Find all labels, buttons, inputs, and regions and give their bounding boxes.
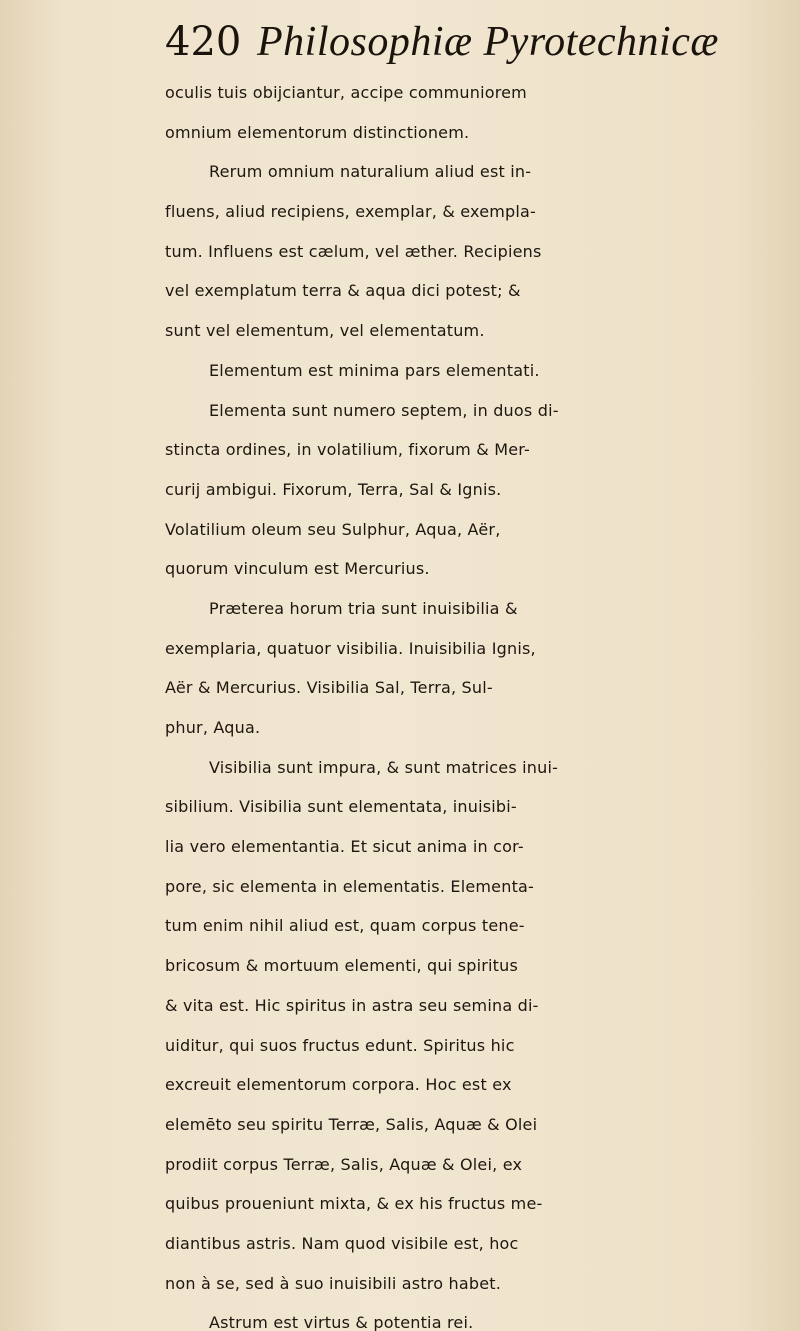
text-line: stincta ordines, in volatilium, fixorum & Mer- [165,440,530,460]
text-line: Visibilia sunt impura, & sunt matrices inui- [209,757,559,777]
text-line: exemplaria, quatuor visibilia. Inuisibilia Ignis, [165,638,536,658]
body-text [165,73,795,1331]
text-line: prodiit corpus Terræ, Salis, Aquæ & Olei, ex [165,1154,523,1174]
text-line: Aër & Mercurius. Visibilia Sal, Terra, Sul- [165,678,493,698]
text-line: Astrum est virtus & potentia rei. [209,1313,474,1331]
text-line: omnium elementorum distinctionem. [165,122,470,142]
text-line: non à se, sed à suo inuisibili astro habet. [165,1273,502,1293]
page-number: 420 [165,19,242,65]
text-line: pore, sic elementa in elementatis. Elementa- [165,876,535,896]
text-line: Volatilium oleum seu Sulphur, Aqua, Aër, [165,519,501,539]
text-line: sibilium. Visibilia sunt elementata, inuisibi- [165,797,517,817]
text-line: oculis tuis obijciantur, accipe communiorem [165,83,527,102]
text-line: tum. Influens est cælum, vel æther. Recipiens [165,241,542,261]
text-line: diantibus astris. Nam quod visibile est, hoc [165,1233,519,1253]
page-header [165,10,785,70]
text-line: Elementa sunt numero septem, in duos di- [209,400,559,420]
text-line: & vita est. Hic spiritus in astra seu semina di- [165,995,539,1015]
text-line: Rerum omnium naturalium aliud est in- [209,162,532,182]
text-line: quorum vinculum est Mercurius. [165,559,430,579]
text-line: elemēto seu spiritu Terræ, Salis, Aquæ & Olei [165,1114,538,1134]
text-line: quibus proueniunt mixta, & ex his fructus me- [165,1194,543,1214]
text-line: uiditur, qui suos fructus edunt. Spiritus hic [165,1035,515,1055]
text-line: phur, Aqua. [165,718,261,737]
text-line: curij ambigui. Fixorum, Terra, Sal & Ignis. [165,479,502,499]
text-line: lia vero elementantia. Et sicut anima in cor- [165,837,524,857]
text-line: Præterea horum tria sunt inuisibilia & [209,598,518,618]
text-line: tum enim nihil aliud est, quam corpus tene- [165,916,525,936]
text-line: sunt vel elementum, vel elementatum. [165,321,485,341]
text-line: fluens, aliud recipiens, exemplar, & exempla- [165,202,537,222]
text-line: Elementum est minima pars elementati. [209,360,540,380]
text-line: bricosum & mortuum elementi, qui spiritus [165,956,518,976]
running-head: Philosophiæ Pyrotechnicæ [257,19,719,65]
text-line: vel exemplatum terra & aqua dici potest; & [165,281,521,301]
text-line: excreuit elementorum corpora. Hoc est ex [165,1075,512,1095]
